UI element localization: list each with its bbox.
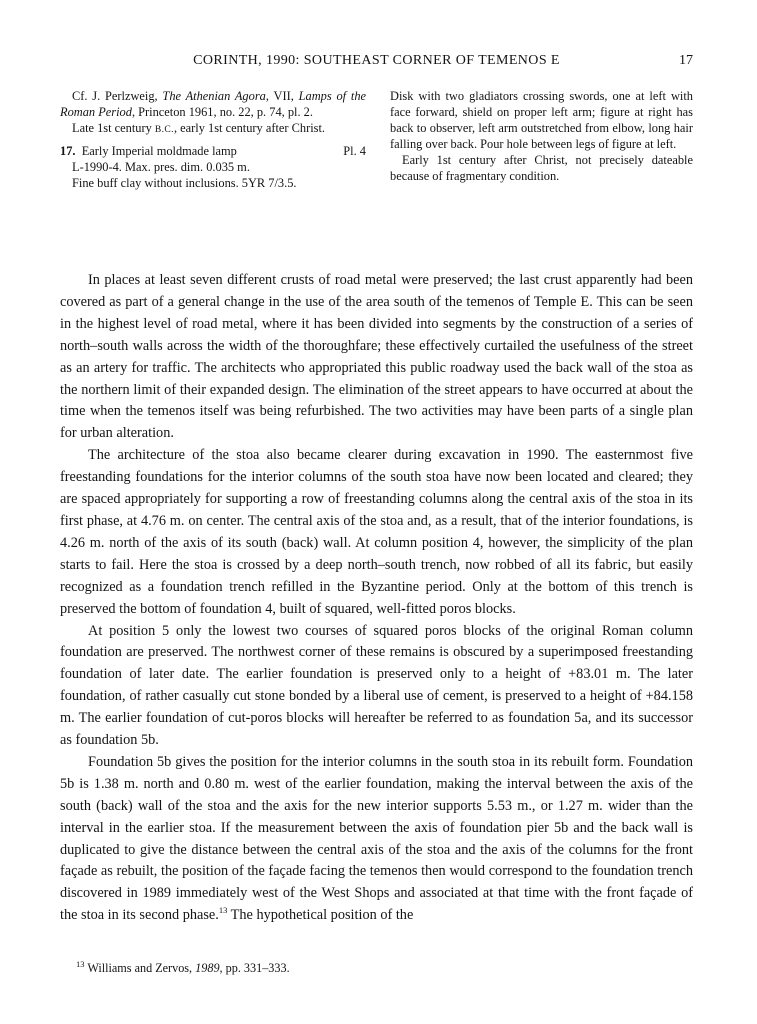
footnote-reference[interactable]: 13 bbox=[218, 905, 228, 916]
footnote-author: Williams and Zervos, bbox=[84, 961, 196, 975]
entry-17-description: Disk with two gladiators crossing swords, one at left with face forward, shield on proper left arm; figure at right has back to observer, left arm outstretched from elbow, long hair falling over back. Pour hole between legs of figure at left. bbox=[390, 89, 693, 151]
running-head bbox=[60, 53, 693, 73]
footnote-year: 1989 bbox=[195, 961, 220, 975]
cf-volume: , VII, bbox=[265, 89, 299, 103]
entry-17-inventory: L-1990-4. Max. pres. dim. 0.035 m. bbox=[72, 160, 250, 174]
catalog-left-column bbox=[60, 88, 366, 191]
date-prefix: Late 1st century bbox=[72, 121, 155, 135]
comparanda-reference bbox=[60, 88, 366, 120]
cf-subtitle: Lamps of the Roman Period bbox=[60, 89, 367, 119]
entry-plate: Pl. 4 bbox=[343, 144, 366, 158]
paragraph-foundation-5b bbox=[60, 752, 693, 927]
cf-title: The Athenian Agora bbox=[162, 89, 266, 103]
catalog-section bbox=[60, 88, 693, 248]
date-era: B.C. bbox=[154, 125, 174, 135]
entry-title: Early Imperial moldmade lamp bbox=[81, 144, 237, 158]
page-number: 17 bbox=[679, 53, 693, 68]
running-title: CORINTH, 1990: SOUTHEAST CORNER OF TEMENOS E bbox=[193, 53, 560, 68]
cf-rest: , Princeton 1961, no. 22, p. 74, pl. 2. bbox=[131, 105, 313, 119]
date-suffix: , early 1st century after Christ. bbox=[173, 121, 326, 135]
entry-17-heading bbox=[60, 143, 366, 159]
paragraph-stoa-architecture: The architecture of the stoa also became clearer during excavation in 1990. The easternmost five freestanding foundations for the interior columns of the south stoa have now been located and cleared; they are spaced appropriately for supporting a row of freestanding columns along the central axis of the stoa in its first phase, at 4.76 m. on center. The central axis of the stoa and, as a result, that of the interior foundations, is 4.26 m. north of the axis of its south (back) wall. At column position 4, however, the simplicity of the plan starts to fail. Here the stoa is crossed by a deep north–south trench, now robbed of all its fabric, but easily recognized as a foundation trench refilled in the Byzantine period. Only at the bottom of this trench is preserved the bottom of foundation 4, built of squared, well-fitted poros blocks. bbox=[60, 447, 693, 617]
paragraph-foundation-5b-tail: The hypothetical position of the bbox=[227, 907, 414, 924]
entry-17-fabric: Fine buff clay without inclusions. 5YR 7/3.5. bbox=[72, 176, 297, 190]
footnote-number: 13 bbox=[76, 958, 85, 969]
footnote bbox=[76, 960, 693, 976]
paragraph-road-metal: In places at least seven different crusts of road metal were preserved; the last crust apparently had been covered as part of a general change in the use of the area south of the temenos of Temple E. This can be seen in the highest level of road metal, where it has been divided into segments by the construction of a series of north–south walls across the width of the thoroughfare; these effectively curtailed the usefulness of the street as an artery for traffic. The architects who appropriated this public roadway used the back wall of the stoa as the northern limit of their expanded design. The elimination of the street appears to have occurred at about the time when the temenos itself was being refurbished. The two activities may have been parts of a single plan for urban alteration. bbox=[60, 272, 693, 442]
paragraph-foundation-5b-text: Foundation 5b gives the position for the interior columns in the south stoa in its rebuilt form. Foundation 5b is 1.38 m. north and 0.80 m. west of the earlier foundation, making the interval between the axis of the south (back) wall of the stoa and the axis for the new interior supports 5.53 m., or 1.27 m. wider than the interval in the earlier stoa. If the measurement between the axis of foundation pier 5b and the back wall is duplicated to give the distance between the central axis of the stoa and the axis of the columns for the front façade as rebuilt, the position of the façade facing the temenos then would correspond to the foundation trench discovered in 1989 immediately west of the West Shops and associated at that time with the front façade of the stoa in its second phase. bbox=[60, 753, 693, 924]
paragraph-position-5: At position 5 only the lowest two courses of squared poros blocks of the original Roman column foundation are preserved. The northwest corner of these remains is obscured by a superimposed freestanding foundation of later date. The earlier foundation is preserved only to a height of +83.01 m. The later foundation, of rather casually cut stone bonded by a liberal use of cement, is preserved to a height of +84.158 m. The earlier foundation of cut-poros blocks will hereafter be referred to as foundation 5a, and its successor as foundation 5b. bbox=[60, 622, 693, 749]
entry-16-date bbox=[60, 120, 366, 138]
footnote-pages: , pp. 331–333. bbox=[219, 961, 290, 975]
catalog-right-column bbox=[390, 88, 693, 184]
body-text bbox=[60, 270, 693, 927]
entry-number: 17. bbox=[60, 144, 76, 158]
entry-17-dating: Early 1st century after Christ, not precisely dateable because of fragmentary condition. bbox=[390, 153, 693, 183]
cf-prefix: Cf. J. Perlzweig, bbox=[72, 89, 163, 103]
